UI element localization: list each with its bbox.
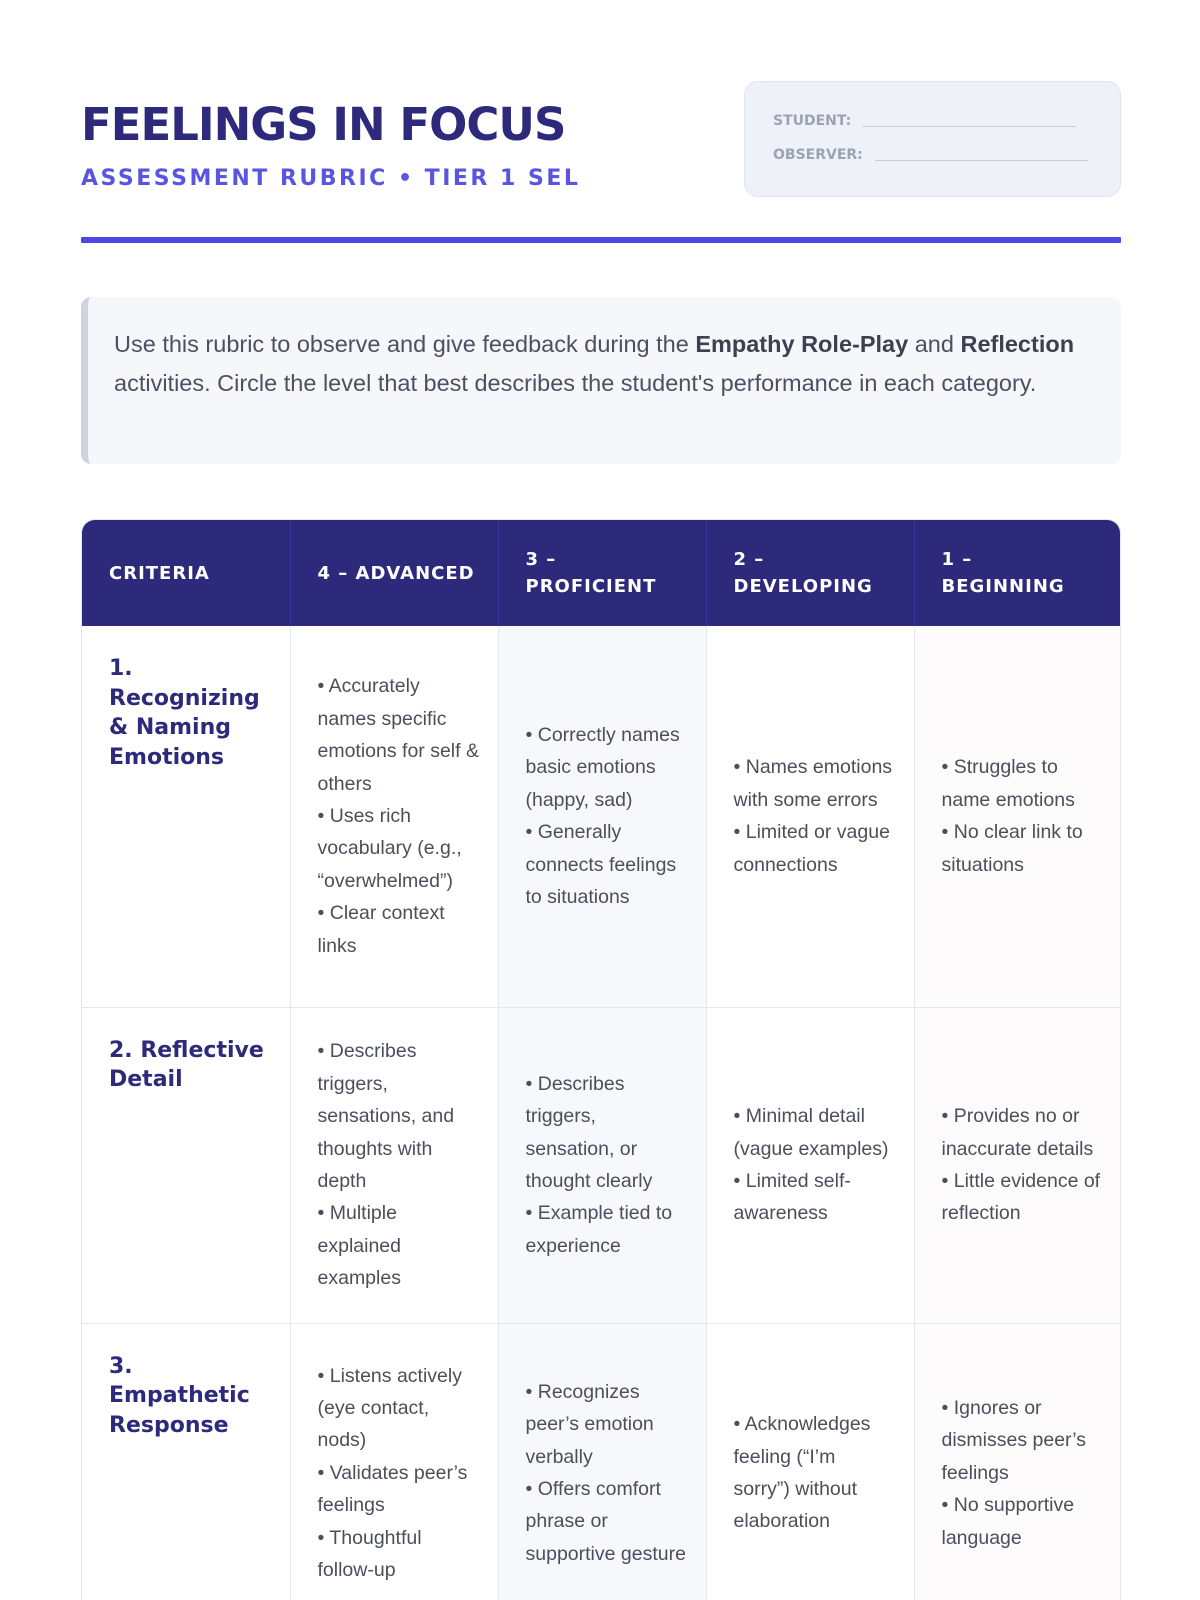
cell-bullet: • Uses rich vocabulary (e.g., “overwhelmed”) <box>317 805 462 892</box>
cell-beginning[interactable] <box>914 1323 1121 1600</box>
cell-bullet: • Acknowledges feeling (“I’m sorry”) without elaboration <box>733 1413 871 1533</box>
page-title: FEELINGS IN FOCUS <box>81 98 566 151</box>
cell-advanced[interactable] <box>290 626 498 1007</box>
rubric-header-row <box>82 520 1121 626</box>
cell-beginning[interactable] <box>914 1007 1121 1323</box>
header-criteria: CRITERIA <box>82 520 290 626</box>
cell-bullet: • Generally connects feelings to situations <box>525 821 677 909</box>
cell-developing[interactable] <box>706 626 914 1007</box>
cell-proficient[interactable] <box>498 1007 706 1323</box>
cell-proficient[interactable] <box>498 1323 706 1600</box>
criteria-cell: 2. Reflective Detail <box>82 1007 290 1323</box>
rubric-row-empathetic <box>82 1323 1121 1600</box>
intro-bold-roleplay: Empathy Role-Play <box>695 331 909 357</box>
rubric-table <box>82 520 1121 1600</box>
rubric-row-recognizing <box>82 626 1121 1007</box>
header-developing: 2 – DEVELOPING <box>706 520 914 626</box>
intro-text-3: activities. Circle the level that best describes the student's performance in each category. <box>114 369 1037 396</box>
cell-beginning[interactable] <box>914 626 1121 1007</box>
cell-bullet: • Clear context links <box>317 902 445 957</box>
criteria-cell: 1. Recognizing & Naming Emotions <box>82 626 290 1007</box>
cell-bullet: • Accurately names specific emotions for self & others <box>317 675 479 795</box>
page-subtitle: ASSESSMENT RUBRIC • TIER 1 SEL <box>81 166 581 191</box>
cell-developing[interactable] <box>706 1007 914 1323</box>
cell-bullet: • Little evidence of reflection <box>941 1170 1101 1225</box>
cell-bullet: • Listens actively (eye contact, nods) <box>317 1364 462 1452</box>
criteria-cell: 3. Empathetic Response <box>82 1323 290 1600</box>
cell-bullet: • Provides no or inaccurate details <box>941 1105 1094 1160</box>
student-label: STUDENT: <box>773 113 852 129</box>
cell-advanced[interactable] <box>290 1323 498 1600</box>
cell-bullet: • Ignores or dismisses peer’s feelings <box>941 1396 1086 1484</box>
student-info-box <box>744 81 1121 197</box>
cell-bullet: • Example tied to experience <box>525 1202 673 1257</box>
student-name-line[interactable] <box>863 126 1076 127</box>
rubric-row-reflective <box>82 1007 1121 1323</box>
rubric-table-container <box>81 519 1121 1600</box>
cell-proficient[interactable] <box>498 626 706 1007</box>
cell-bullet: • Validates peer’s feelings <box>317 1461 468 1517</box>
cell-bullet: • Offers comfort phrase or supportive gesture <box>525 1478 686 1565</box>
cell-bullet: • Limited or vague connections <box>733 821 890 876</box>
intro-bold-reflection: Reflection <box>960 331 1075 357</box>
cell-bullet: • Names emotions with some errors <box>733 756 893 811</box>
cell-bullet: • Minimal detail (vague examples) <box>733 1105 889 1160</box>
header-proficient: 3 – PROFICIENT <box>498 520 706 626</box>
cell-advanced[interactable] <box>290 1007 498 1323</box>
header-beginning: 1 – BEGINNING <box>914 520 1121 626</box>
intro-text-2: and <box>908 331 961 357</box>
cell-bullet: • Correctly names basic emotions (happy, sad) <box>525 724 680 811</box>
cell-bullet: • No supportive language <box>941 1494 1075 1549</box>
cell-bullet: • Describes triggers, sensations, and thoughts with depth <box>317 1040 455 1192</box>
cell-bullet: • Multiple explained examples <box>317 1202 401 1290</box>
cell-bullet: • Thoughtful follow-up <box>317 1526 422 1582</box>
observer-label: OBSERVER: <box>773 147 863 163</box>
cell-bullet: • Recognizes peer’s emotion verbally <box>525 1380 654 1468</box>
student-field-row <box>773 113 1076 129</box>
observer-field-row <box>773 147 1088 163</box>
intro-callout <box>81 297 1121 464</box>
observer-name-line[interactable] <box>875 160 1088 161</box>
cell-bullet: • No clear link to situations <box>941 821 1083 876</box>
cell-bullet: • Limited self-awareness <box>733 1170 851 1225</box>
cell-bullet: • Struggles to name emotions <box>941 756 1075 811</box>
cell-bullet: • Describes triggers, sensation, or thought clearly <box>525 1072 653 1192</box>
header <box>81 80 1121 245</box>
cell-developing[interactable] <box>706 1323 914 1600</box>
header-divider <box>81 237 1121 243</box>
intro-text-1: Use this rubric to observe and give feedback during the <box>114 331 696 357</box>
header-advanced: 4 – ADVANCED <box>290 520 498 626</box>
